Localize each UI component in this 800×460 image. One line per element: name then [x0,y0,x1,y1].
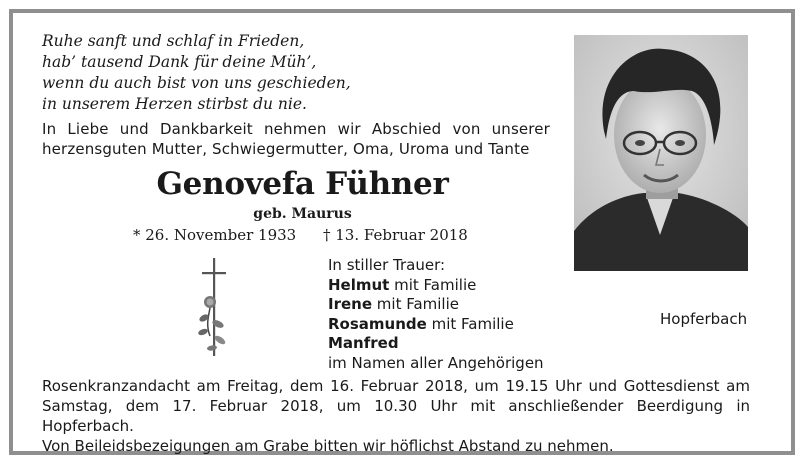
farewell-intro: In Liebe und Dankbarkeit nehmen wir Abschied von unserer herzensguten Mutter, Schwiegermutter, Oma, Uroma und Tante [42,120,550,158]
poem-line: Ruhe sanft und schlaf in Frieden, [42,32,305,50]
mourner-entry [328,295,588,315]
mourners-closing: im Namen aller Angehörigen [328,353,544,372]
poem-line: wenn du auch bist von uns geschieden, [42,74,351,92]
birth-date: * 26. November 1933 [133,226,297,244]
deceased-name: Genovefa Fühner [156,166,449,202]
mourner-entry [328,334,588,354]
mourner-name: Rosamunde [328,314,427,333]
poem-line: hab’ tausend Dank für deine Müh’, [42,53,317,71]
mourner-entry [328,315,588,335]
death-date: † 13. Februar 2018 [323,226,468,244]
mourner-suffix: mit Familie [426,314,514,333]
mourner-suffix: mit Familie [389,275,477,294]
life-dates [133,226,513,244]
service-times: Rosenkranzandacht am Freitag, dem 16. Februar 2018, um 19.15 Uhr und Gottesdienst am Samstag, dem 17. Februar 2018, um 10.30 Uhr mit anschließender Beerdigung in Hopferbach. [42,377,750,435]
mourners-heading: In stiller Trauer: [328,256,446,274]
condolence-request: Von Beileidsbezeigungen am Grabe bitten wir höflichst Abstand zu nehmen. [42,437,614,455]
mourner-entry [328,276,588,296]
portrait-photo [574,35,748,271]
maiden-name: geb. Maurus [253,206,352,222]
memorial-poem [42,31,542,115]
poem-line: in unserem Herzen stirbst du nie. [42,95,307,113]
mourner-name: Irene [328,295,373,314]
mourner-suffix: mit Familie [372,295,459,314]
service-info [42,376,750,456]
mourner-name: Manfred [328,334,399,353]
mourner-name: Helmut [328,275,390,294]
place-name: Hopferbach [660,310,748,328]
cross-with-rose-icon [192,256,240,358]
mourners-list [328,256,588,374]
